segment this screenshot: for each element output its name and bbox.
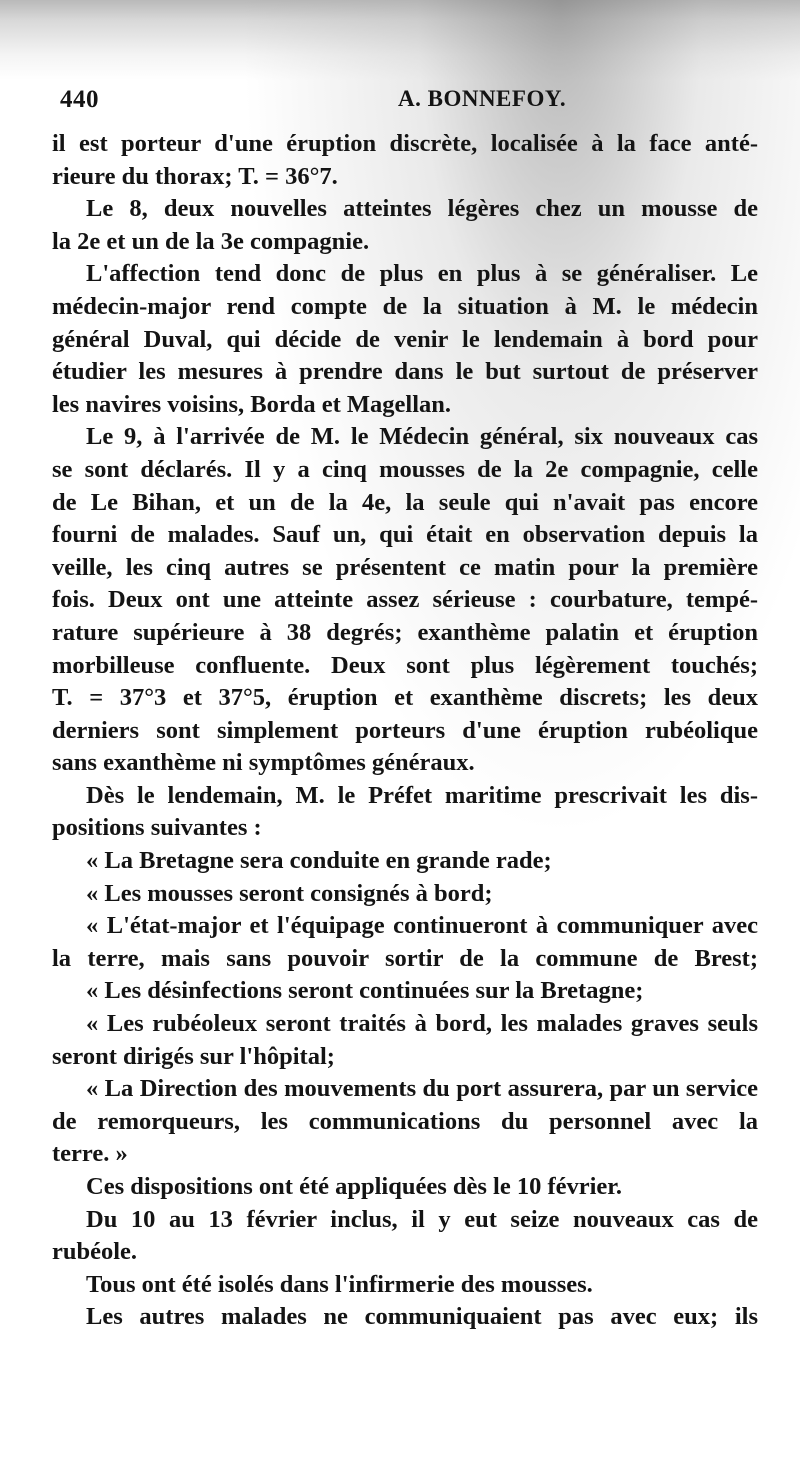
text-line: fois. Deux ont une atteinte assez sérieuse : courbature, tempé- (52, 586, 758, 614)
text-line: « Les mousses seront consignés à bord; (86, 879, 493, 907)
text-line: fourni de malades. Sauf un, qui était en observation depuis la (52, 521, 758, 549)
text-line: de Le Bihan, et un de la 4e, la seule qui n'avait pas encore (52, 488, 758, 516)
text-line: « L'état-major et l'équipage continueront à communiquer avec (86, 912, 758, 940)
text-line: Du 10 au 13 février inclus, il y eut seize nouveaux cas de (86, 1205, 758, 1233)
text-line: rubéole. (52, 1238, 138, 1266)
text-line: « Les rubéoleux seront traités à bord, les malades graves seuls (86, 1010, 758, 1038)
page-number: 440 (60, 86, 99, 113)
text-line: les navires voisins, Borda et Magellan. (52, 390, 452, 418)
running-head: A. BONNEFOY. (398, 86, 567, 111)
text-line: Le 8, deux nouvelles atteintes légères chez un mousse de (86, 195, 758, 223)
text-line: « Les désinfections seront continuées sur la Bretagne; (86, 977, 644, 1005)
text-line: général Duval, qui décide de venir le lendemain à bord pour (52, 325, 758, 353)
text-line: Tous ont été isolés dans l'infirmerie des mousses. (86, 1270, 593, 1298)
text-line: Les autres malades ne communiquaient pas avec eux; ils (86, 1303, 758, 1331)
body-text (52, 128, 758, 1334)
text-line: la 2e et un de la 3e compagnie. (52, 227, 370, 255)
text-line: Le 9, à l'arrivée de M. le Médecin général, six nouveaux cas (86, 423, 758, 451)
text-line: rieure du thorax; T. = 36°7. (52, 162, 338, 190)
text-line: positions suivantes : (52, 814, 262, 842)
text-line: il est porteur d'une éruption discrète, localisée à la face anté- (52, 130, 758, 157)
page-header (60, 80, 740, 120)
text-line: « La Direction des mouvements du port assurera, par un service (86, 1075, 758, 1103)
text-line: la terre, mais sans pouvoir sortir de la commune de Brest; (52, 944, 758, 972)
text-line: T. = 37°3 et 37°5, éruption et exanthème discrets; les deux (52, 684, 758, 712)
text-line: se sont déclarés. Il y a cinq mousses de la 2e compagnie, celle (52, 455, 758, 483)
text-line: « La Bretagne sera conduite en grande rade; (86, 847, 552, 875)
text-line: médecin-major rend compte de la situation à M. le médecin (52, 292, 758, 320)
text-line: sans exanthème ni symptômes généraux. (52, 749, 475, 777)
text-line: terre. » (52, 1140, 128, 1168)
text-line: L'affection tend donc de plus en plus à se généraliser. Le (86, 260, 758, 288)
text-line: de remorqueurs, les communications du personnel avec la (52, 1107, 758, 1135)
text-line: Ces dispositions ont été appliquées dès le 10 février. (86, 1173, 623, 1200)
text-line: étudier les mesures à prendre dans le but surtout de préserver (52, 358, 758, 386)
text-line: derniers sont simplement porteurs d'une éruption rubéolique (52, 716, 758, 744)
text-line: Dès le lendemain, M. le Préfet maritime prescrivait les dis- (86, 781, 758, 809)
text-line: rature supérieure à 38 degrés; exanthème palatin et éruption (52, 618, 758, 646)
text-line: morbilleuse confluente. Deux sont plus légèrement touchés; (52, 651, 758, 679)
text-line: seront dirigés sur l'hôpital; (52, 1042, 335, 1070)
text-line: veille, les cinq autres se présentent ce matin pour la première (52, 553, 758, 581)
